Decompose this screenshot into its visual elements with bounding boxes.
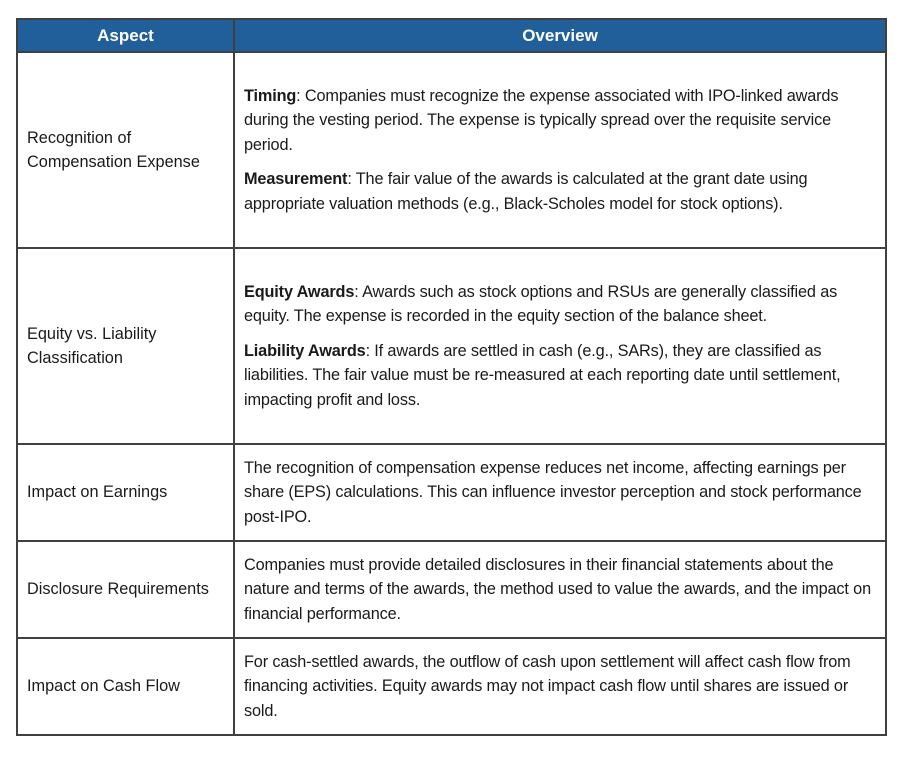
table-row [17,638,886,735]
comparison-table [16,18,887,736]
overview-cell [234,638,886,735]
overview-paragraph [244,280,875,329]
table-row [17,444,886,541]
paragraph-text: : Companies must recognize the expense associated with IPO-linked awards during the vesting period. The expense is typically spread over the requisite service period. [244,86,839,154]
ipo-awards-accounting-table [16,18,885,736]
overview-cell [234,444,886,541]
overview-paragraph [244,339,875,413]
overview-cell [234,541,886,638]
paragraph-text: : If awards are settled in cash (e.g., SARs), they are classified as liabilities. The fair value must be re-measured at each reporting date until settlement, impacting profit and loss. [244,341,841,409]
overview-cell [234,248,886,444]
paragraph-text: : The fair value of the awards is calculated at the grant date using appropriate valuation methods (e.g., Black-Scholes model for stock options). [244,170,808,213]
column-header-overview: Overview [234,19,886,52]
aspect-cell: Impact on Cash Flow [17,638,234,735]
paragraph-label: Timing [244,86,297,105]
overview-cell [234,52,886,248]
aspect-cell: Recognition of Compensation Expense [17,52,234,248]
table-row [17,52,886,248]
overview-paragraph: The recognition of compensation expense reduces net income, affecting earnings per share (EPS) calculations. This can influence investor perception and stock performance post-IPO. [244,458,862,526]
aspect-cell: Impact on Earnings [17,444,234,541]
overview-paragraph: Companies must provide detailed disclosures in their financial statements about the nature and terms of the awards, the method used to value the awards, and the impact on financial performance. [244,555,871,623]
paragraph-text: : Awards such as stock options and RSUs are generally classified as equity. The expense is recorded in the equity section of the balance sheet. [244,282,838,326]
overview-paragraph [244,167,875,216]
paragraph-label: Measurement [244,170,348,189]
paragraph-label: Equity Awards [244,282,355,301]
overview-paragraph [244,84,875,158]
column-header-aspect: Aspect [17,19,234,52]
header-row [17,19,886,52]
paragraph-label: Liability Awards [244,341,366,360]
aspect-cell: Equity vs. Liability Classification [17,248,234,444]
overview-paragraph: For cash-settled awards, the outflow of cash upon settlement will affect cash flow from financing activities. Equity awards may not impact cash flow until shares are issued or sold. [244,652,851,720]
table-row [17,248,886,444]
table-row [17,541,886,638]
aspect-cell: Disclosure Requirements [17,541,234,638]
